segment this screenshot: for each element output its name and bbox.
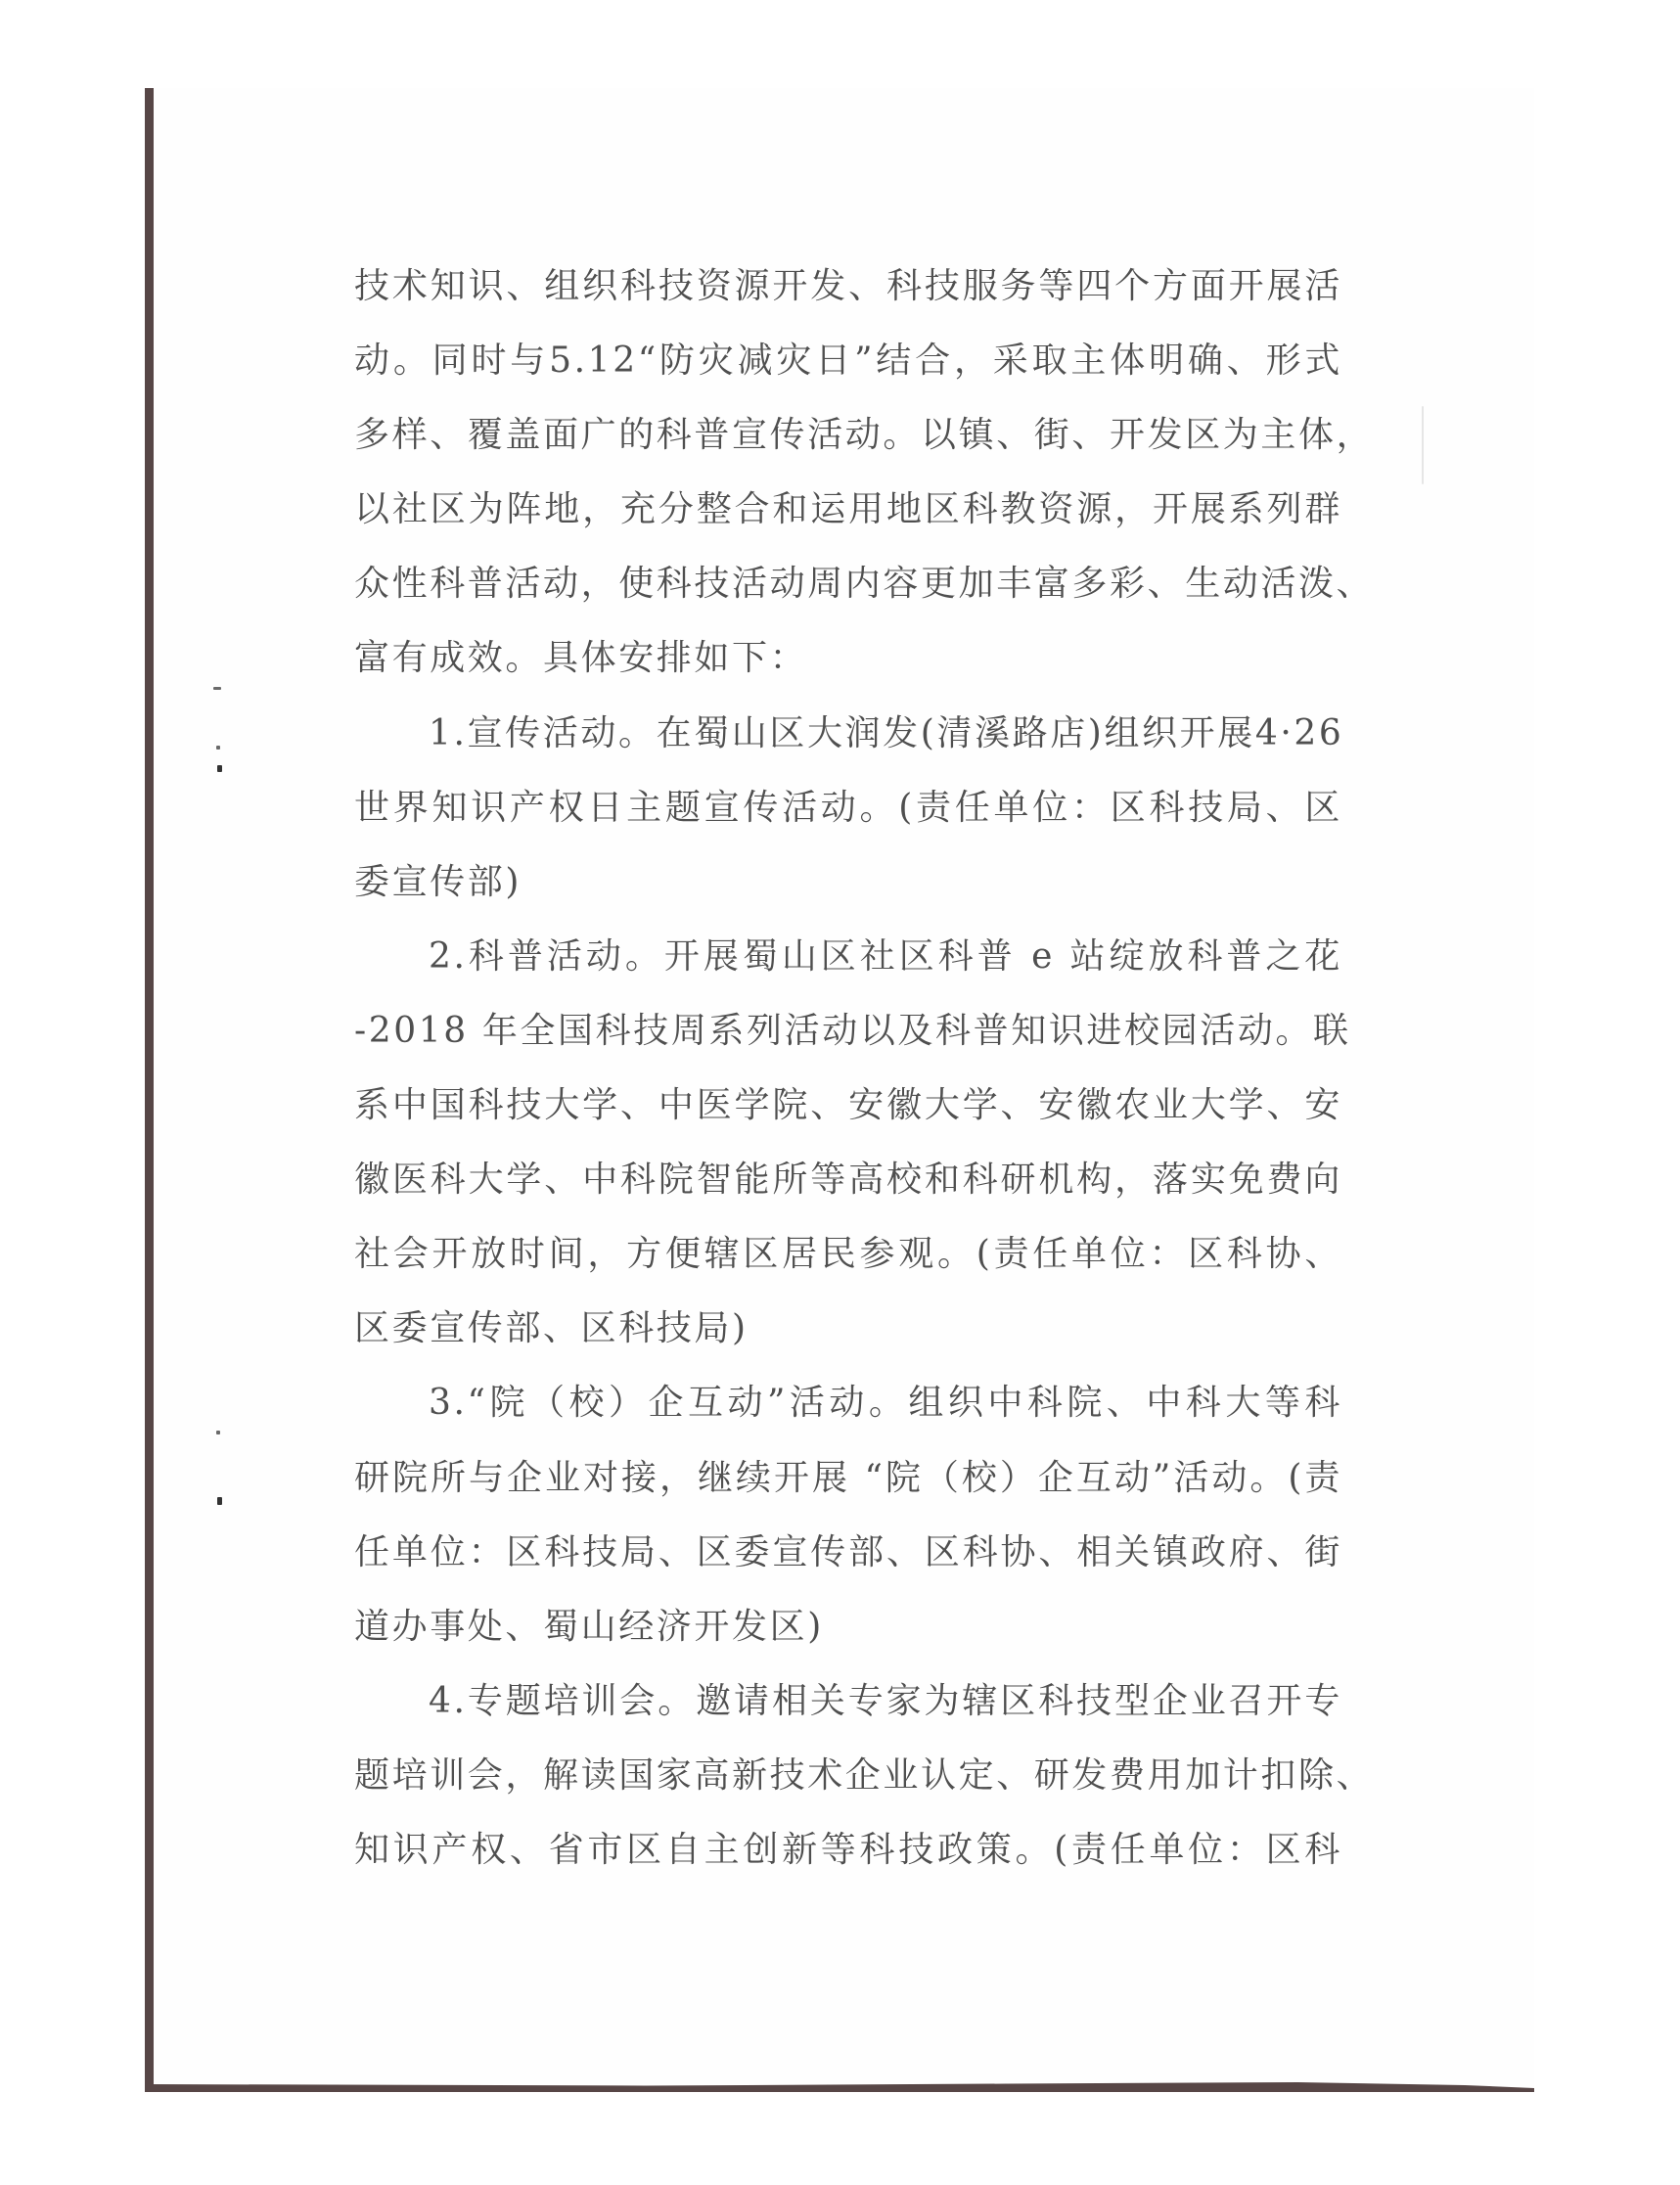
text-line: 题培训会，解读国家高新技术企业认定、研发费用加计扣除、	[354, 1754, 1375, 1796]
text-line: 众性科普活动，使科技活动周内容更加丰富多彩、生动活泼、	[354, 564, 1375, 605]
page-left-shadow-edge	[145, 88, 154, 2090]
list-item-publicity-activity	[354, 709, 1342, 933]
text-line: 社会开放时间，方便辖区居民参观。(责任单位：区科协、	[354, 1234, 1342, 1275]
text-line: -2018 年全国科技周系列活动以及科普知识进校园活动。联	[354, 1010, 1351, 1051]
paragraph-intro	[354, 262, 1375, 709]
text-line: 4.专题培训会。邀请相关专家为辖区科技型企业召开专	[429, 1680, 1342, 1721]
text-line: 委宣传部)	[354, 861, 522, 902]
text-line: 任单位：区科技局、区委宣传部、区科协、相关镇政府、街	[354, 1531, 1342, 1572]
text-line: 系中国科技大学、中医学院、安徽大学、安徽农业大学、安	[354, 1085, 1342, 1126]
text-line: 研院所与企业对接，继续开展 “院（校）企互动”活动。(责	[354, 1457, 1342, 1498]
binding-mark	[216, 746, 220, 750]
text-line: 3.“院（校）企互动”活动。组织中科院、中科大等科	[429, 1383, 1342, 1424]
list-item-special-training	[354, 1677, 1375, 1900]
document-body	[354, 262, 1375, 1900]
binding-mark	[217, 765, 222, 772]
text-line: 徽医科大学、中科院智能所等高校和科研机构，落实免费向	[354, 1160, 1342, 1201]
text-line: 动。同时与5.12“防灾减灾日”结合，采取主体明确、形式	[354, 341, 1342, 382]
text-line: 以社区为阵地，充分整合和运用地区科教资源，开展系列群	[354, 489, 1342, 530]
text-line: 1.宣传活动。在蜀山区大润发(清溪路店)组织开展4·26	[429, 712, 1344, 753]
text-line: 区委宣传部、区科技局)	[354, 1308, 749, 1349]
text-line: 富有成效。具体安排如下：	[354, 638, 808, 679]
text-line: 知识产权、省市区自主创新等科技政策。(责任单位：区科	[354, 1829, 1342, 1870]
list-item-institute-enterprise	[354, 1379, 1342, 1676]
text-line: 2.科普活动。开展蜀山区社区科普 e 站绽放科普之花	[429, 935, 1342, 977]
list-item-science-popularization	[354, 933, 1351, 1380]
binding-mark	[213, 687, 221, 690]
text-line: 世界知识产权日主题宣传活动。(责任单位：区科技局、区	[354, 787, 1342, 828]
text-line: 道办事处、蜀山经济开发区)	[354, 1606, 824, 1647]
scan-speck	[1422, 406, 1424, 484]
binding-mark	[216, 1431, 220, 1434]
binding-mark	[217, 1497, 222, 1505]
text-line: 多样、覆盖面广的科普宣传活动。以镇、街、开发区为主体，	[354, 415, 1375, 456]
text-line: 技术知识、组织科技资源开发、科技服务等四个方面开展活	[354, 266, 1342, 306]
